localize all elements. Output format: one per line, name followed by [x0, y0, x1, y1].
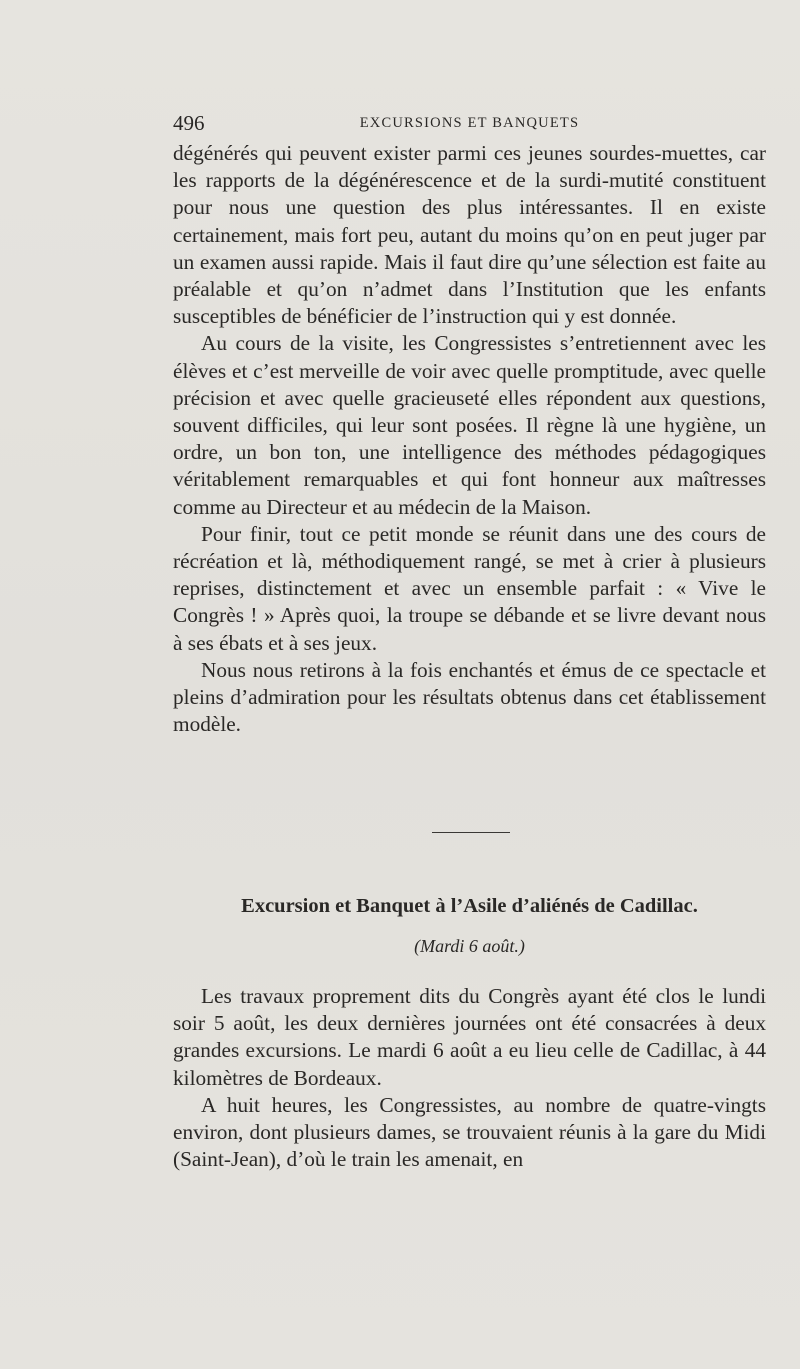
paragraph-visit: Au cours de la visite, les Congressistes s’entretiennent avec les élèves et c’est merveille de voir avec quelle promptitude, avec quelle précision et avec quelle gracieuseté elles répondent aux questions, souvent difficiles, qui leur sont posées. Il règne là une hygiène, un ordre, un bon ton, une intelligence des méthodes pédagogiques véritablement remarquables et qui font honneur aux maîtresses comme au Directeur et au médecin de la Maison. — [173, 331, 766, 519]
section-text — [173, 983, 766, 1173]
section-divider — [432, 832, 510, 833]
section-title: Excursion et Banquet à l’Asile d’aliénés de Cadillac. — [241, 895, 698, 917]
paragraph-congress-closing: Les travaux proprement dits du Congrès ayant été clos le lundi soir 5 août, les deux dernières journées ont été consacrées à deux grandes excursions. Le mardi 6 août a eu lieu celle de Cadillac, à 44 kilomètres de Bordeaux. — [173, 984, 766, 1090]
paragraph-gathering: A huit heures, les Congressistes, au nombre de quatre-vingts environ, dont plusieurs dames, se trouvaient réunis à la gare du Midi (Saint-Jean), d’où le train les amenait, en — [173, 1092, 766, 1172]
running-head: EXCURSIONS ET BANQUETS — [359, 115, 580, 131]
page-number: 496 — [173, 111, 205, 135]
body-text — [173, 140, 766, 738]
paragraph-continued: dégénérés qui peuvent exister parmi ces jeunes sourdes-muettes, car les rapports de la dégénérescence et de la surdi-mutité constituent pour nous une question des plus intéressantes. Il en existe certainement, mais fort peu, autant du moins qu’on en peut juger par un examen aussi rapide. Mais il faut dire qu’une sélection est faite au préalable et qu’on n’admet dans l’Institution que les enfants susceptibles de bénéficier de l’instruction qui y est donnée. — [173, 141, 766, 329]
page-header — [173, 108, 766, 138]
paragraph-departure: Nous nous retirons à la fois enchantés et émus de ce spectacle et pleins d’admiration pour les résultats obtenus dans cet établissement modèle. — [173, 657, 766, 737]
paragraph-finale: Pour finir, tout ce petit monde se réunit dans une des cours de récréation et là, méthodiquement rangé, se met à crier à plusieurs reprises, distinctement et avec un ensemble parfait : « Vive le Congrès ! » Après quoi, la troupe se débande et se livre devant nous à ses ébats et à ses jeux. — [173, 521, 766, 655]
section-date: (Mardi 6 août.) — [414, 936, 525, 956]
